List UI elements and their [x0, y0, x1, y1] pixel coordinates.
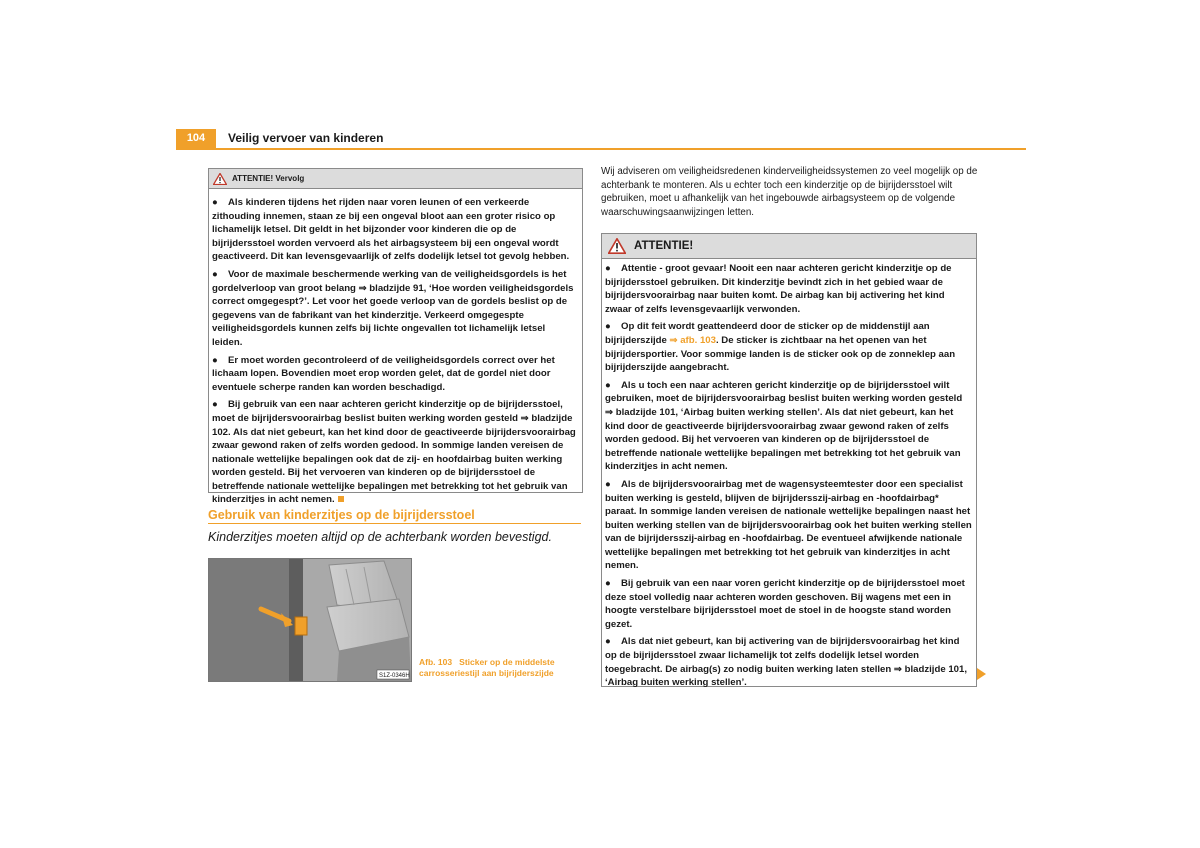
- bullet-icon: ●: [605, 379, 611, 391]
- figure-caption: [419, 657, 579, 678]
- bullet-icon: ●: [605, 636, 611, 648]
- warning-item: [605, 320, 972, 374]
- figure-code: S1Z-0346H: [379, 673, 410, 679]
- end-of-section-icon: [338, 496, 344, 502]
- warning-item-text: . De sticker is zichtbaar na het openen van het bijrijdersportier. Voor sommige landen is de sticker ook op de zonneklep aan bijrijderszijde aangebracht.: [605, 334, 956, 374]
- page-number: 104: [176, 129, 216, 148]
- warning-item-text: Op dit feit wordt geattendeerd door de sticker op de middenstijl aan bijrijderszijde: [605, 321, 930, 346]
- bullet-icon: ●: [605, 321, 611, 333]
- chapter-title: Veilig vervoer van kinderen: [228, 131, 384, 145]
- figure-reference-link[interactable]: ⇒ afb. 103: [669, 334, 716, 346]
- warning-box: [601, 233, 977, 687]
- figure-image: [208, 558, 412, 682]
- warning-item: [605, 635, 972, 689]
- warning-item: [212, 268, 578, 350]
- warning-item: [605, 262, 972, 316]
- bullet-icon: ●: [605, 578, 611, 590]
- bullet-icon: ●: [605, 263, 611, 274]
- warning-item-text: Attentie - groot gevaar! Nooit een naar achteren gericht kinderzitje op de bijrijdersstoel gebruiken. Dit kinderzitje bevindt zich in het gebied waar de bijrijdersvoorairbag naar buiten komt. De airbag kan bij activering het kind zwaar of zelfs levensgevaarlijk verwonden.: [605, 263, 952, 315]
- intro-paragraph: Wij adviseren om veiligheidsredenen kinderveiligheidssystemen zo veel mogelijk op de achterbank te monteren. Als u echter toch een kinderzitje op de bijrijdersstoel wilt gebruiken, moet u afhankelijk van het ingebouwde airbagsysteem op de volgende waarschuwingsaanwijzingen letten.: [601, 166, 978, 218]
- warning-item: [212, 196, 578, 264]
- figure-caption-text: Sticker op de middelste carrosseriestijl aan bijrijderszijde: [419, 657, 555, 678]
- continue-arrow-icon: [977, 668, 986, 680]
- bullet-icon: ●: [605, 478, 611, 490]
- bullet-icon: ●: [212, 399, 218, 411]
- warning-item-text: Er moet worden gecontroleerd of de veiligheidsgordels correct over het lichaam lopen. Bovendien moet erop worden gelet, dat de gordel niet door eventuele scherpe randen kan worden beschadigd.: [212, 354, 555, 393]
- warning-item-text: Als u toch een naar achteren gericht kinderzitje op de bijrijdersstoel wilt gebruiken, moet de bijrijdersvoorairbag beslist buiten werking worden gesteld ⇒ bladzijde 101, ‘Airbag buiten werking stellen’. Als dat niet gebeurt, kan het kind door de geactiveerde bijrijdersvoorairbag zwaar gewond raken of zelfs worden gedood. Bij het vervoeren van kinderen op de bijrijdersstoel de betreffende nationale wettelijke bepalingen met betrekking tot het gebruik van kinderzitjes in acht nemen.: [605, 379, 963, 473]
- warning-body: [602, 259, 976, 690]
- warning-body: [209, 189, 582, 507]
- warning-item: [605, 577, 972, 631]
- warning-item-text: Bij gebruik van een naar achteren gericht kinderzitje op de bijrijdersstoel, moet de bijrijdersvoorairbag beslist buiten werking worden gesteld ⇒ bladzijde 102. Als dat niet gebeurt, kan het kind door de geactiveerde bijrijdersvoorairbag zwaar gewond raken of zelfs worden gedood. In sommige landen vereisen de nationale wettelijke bepalingen ook dat de zij- en hoofdairbag buiten werking worden gesteld. Bij het vervoeren van kinderen op de bijrijdersstoel de betreffende nationale wettelijke bepalingen met betrekking tot het gebruik van kinderzitjes in acht nemen.: [212, 399, 576, 506]
- section-subtitle: Kinderzitjes moeten altijd op de achterbank worden bevestigd.: [208, 530, 552, 544]
- warning-item-text: Als dat niet gebeurt, kan bij activering van de bijrijdersvoorairbag het kind op de bijrijdersstoel zwaar lichamelijk tot zelfs dodelijk letsel worden toegebracht. De airbag(s) zo nodig buiten werking laten stellen ⇒ bladzijde 101, ‘Airbag buiten werking stellen’.: [605, 636, 968, 689]
- warning-triangle-icon: [608, 238, 626, 254]
- warning-header: [209, 169, 582, 189]
- warning-triangle-icon: [213, 173, 227, 185]
- warning-item-text: Als kinderen tijdens het rijden naar voren leunen of een verkeerde zithouding innemen, staan ze bij een ongeval bloot aan een groter risico op lichamelijk letsel. Dit geldt in het bijzonder voor kinderen die op de bijrijdersstoel worden vervoerd als het airbagsysteem bij een ongeval wordt geactiveerd. Dit kan levensgevaarlijk of zelfs dodelijk letsel tot gevolg hebben.: [212, 197, 570, 263]
- bullet-icon: ●: [212, 268, 218, 280]
- bullet-icon: ●: [212, 197, 218, 208]
- bullet-icon: ●: [212, 354, 218, 366]
- warning-item: [605, 478, 972, 573]
- figure-label: Afb. 103: [419, 657, 453, 667]
- warning-item-text: Voor de maximale beschermende werking van de veiligheidsgordels is het gordelverloop van groot belang ⇒ bladzijde 91, ‘Hoe worden veiligheidsgordels correct omgegespt?’. Let voor het goede verloop van de gordels beslist op de gegevens van de fabrikant van het kinderzitje. Verkeerd omgegespte veiligheidsgordels kunnen zelfs bij lichte ongevallen tot lichamelijk letsel leiden.: [212, 268, 574, 348]
- section-rule: [208, 523, 581, 524]
- warning-item-text: Bij gebruik van een naar voren gericht kinderzitje op de bijrijdersstoel moet deze stoel volledig naar achteren worden geschoven. Bij wagens met een in hoogte verstelbare bijrijdersstoel moet de stoel in de hoogste stand worden gezet.: [605, 578, 965, 630]
- section-title: Gebruik van kinderzitjes op de bijrijdersstoel: [208, 508, 475, 522]
- warning-item-text: Als de bijrijdersvoorairbag met de wagensysteemtester door een specialist buiten werking is gesteld, blijven de bijrijdersszij-airbag en -hoofdairbag* paraat. In sommige landen vereisen de nationale wettelijke bepalingen naast het buiten werking stellen van de bijrijdersvoorairbag ook het buiten werking stellen van de bijrijdersszij-airbag en -hoofdairbag. De eventueel afwijkende nationale wettelijke bepalingen met betrekking tot het gebruik van kinderzitjes in acht nemen.: [605, 478, 972, 572]
- warning-header: [602, 234, 976, 259]
- car-door-pillar-illustration: [209, 559, 411, 681]
- header-rule: [176, 148, 1026, 150]
- warning-title: ATTENTIE!: [634, 240, 694, 252]
- warning-title: ATTENTIE! Vervolg: [232, 174, 305, 183]
- warning-item: [212, 398, 578, 507]
- warning-item: [212, 354, 578, 395]
- warning-item: [605, 379, 972, 474]
- warning-box-continued: [208, 168, 583, 506]
